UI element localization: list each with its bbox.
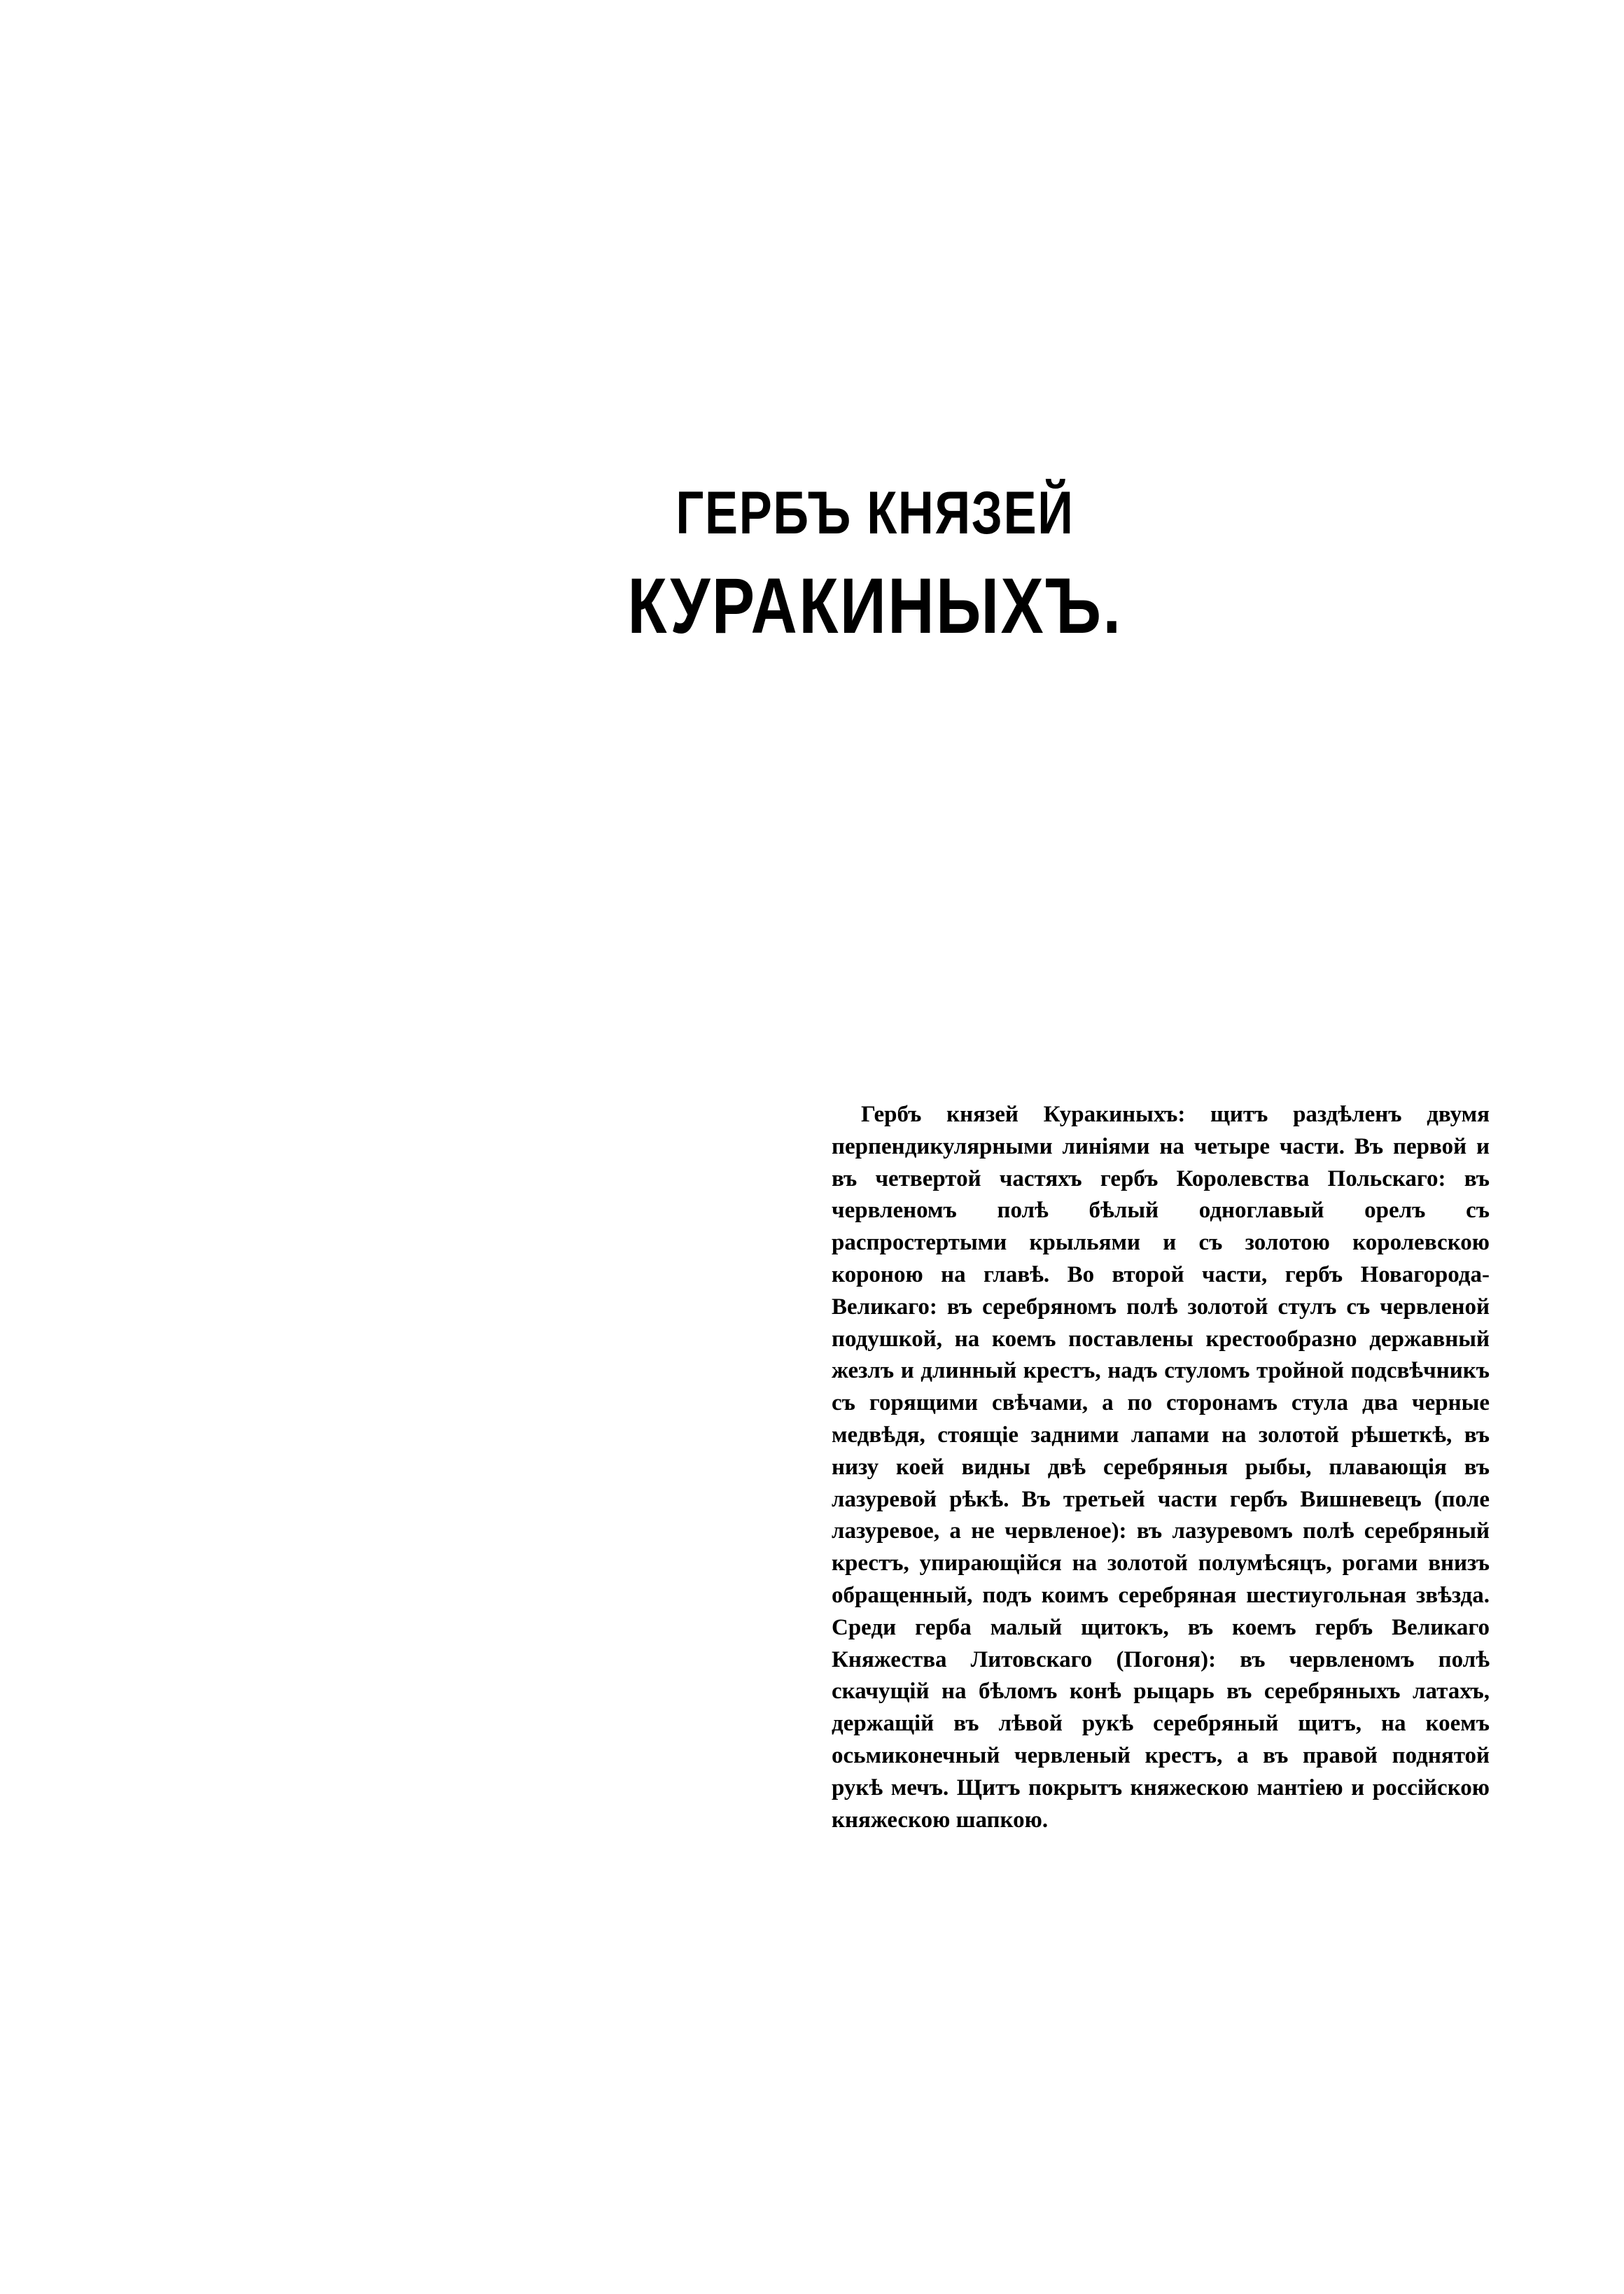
coat-of-arms-description: Гербъ князей Куракиныхъ: щитъ раздѣленъ двумя перпендикулярными линіями на четыре части. Въ первой и въ четвертой частяхъ гербъ Королевства Польскаго: въ червленомъ полѣ бѣлый одноглавый орелъ съ распростертыми крыльями и съ золотою королевскою короною на главѣ. Во второй части, гербъ Новагорода-Великаго: въ серебряномъ полѣ золотой стулъ съ червленой подушкой, на коемъ поставлены крестообразно державный жезлъ и длинный крестъ, надъ стуломъ тройной подсвѣчникъ съ горящими свѣчами, а по сторонамъ стула два черные медвѣдя, стоящіе задними лапами на золотой рѣшеткѣ, въ низу коей видны двѣ серебряныя рыбы, плавающія въ лазуревой рѣкѣ. Въ третьей части гербъ Вишневецъ (поле лазуревое, а не червленое): въ лазуревомъ полѣ серебряный крестъ, упирающійся на золотой полумѣсяцъ, рогами внизъ обращенный, подъ коимъ серебряная шестиугольная звѣзда. Среди герба малый щитокъ, въ коемъ гербъ Великаго Княжества Литовскаго (Погоня): въ червленомъ полѣ скачущій на бѣломъ конѣ рыцарь въ серебряныхъ латахъ, держащій въ лѣвой рукѣ серебряный щитъ, на коемъ осьмиконечный червленый крестъ, а въ правой поднятой рукѣ мечъ. Щитъ покрытъ княжескою мантіею и россійскою княжескою шапкою.: [832, 1102, 1490, 1833]
title-line-1: ГЕРБЪ КНЯЗЕЙ: [676, 480, 1074, 547]
title-line-2: КУРАКИНЫХЪ.: [627, 562, 1123, 650]
title-block: [490, 480, 1260, 650]
